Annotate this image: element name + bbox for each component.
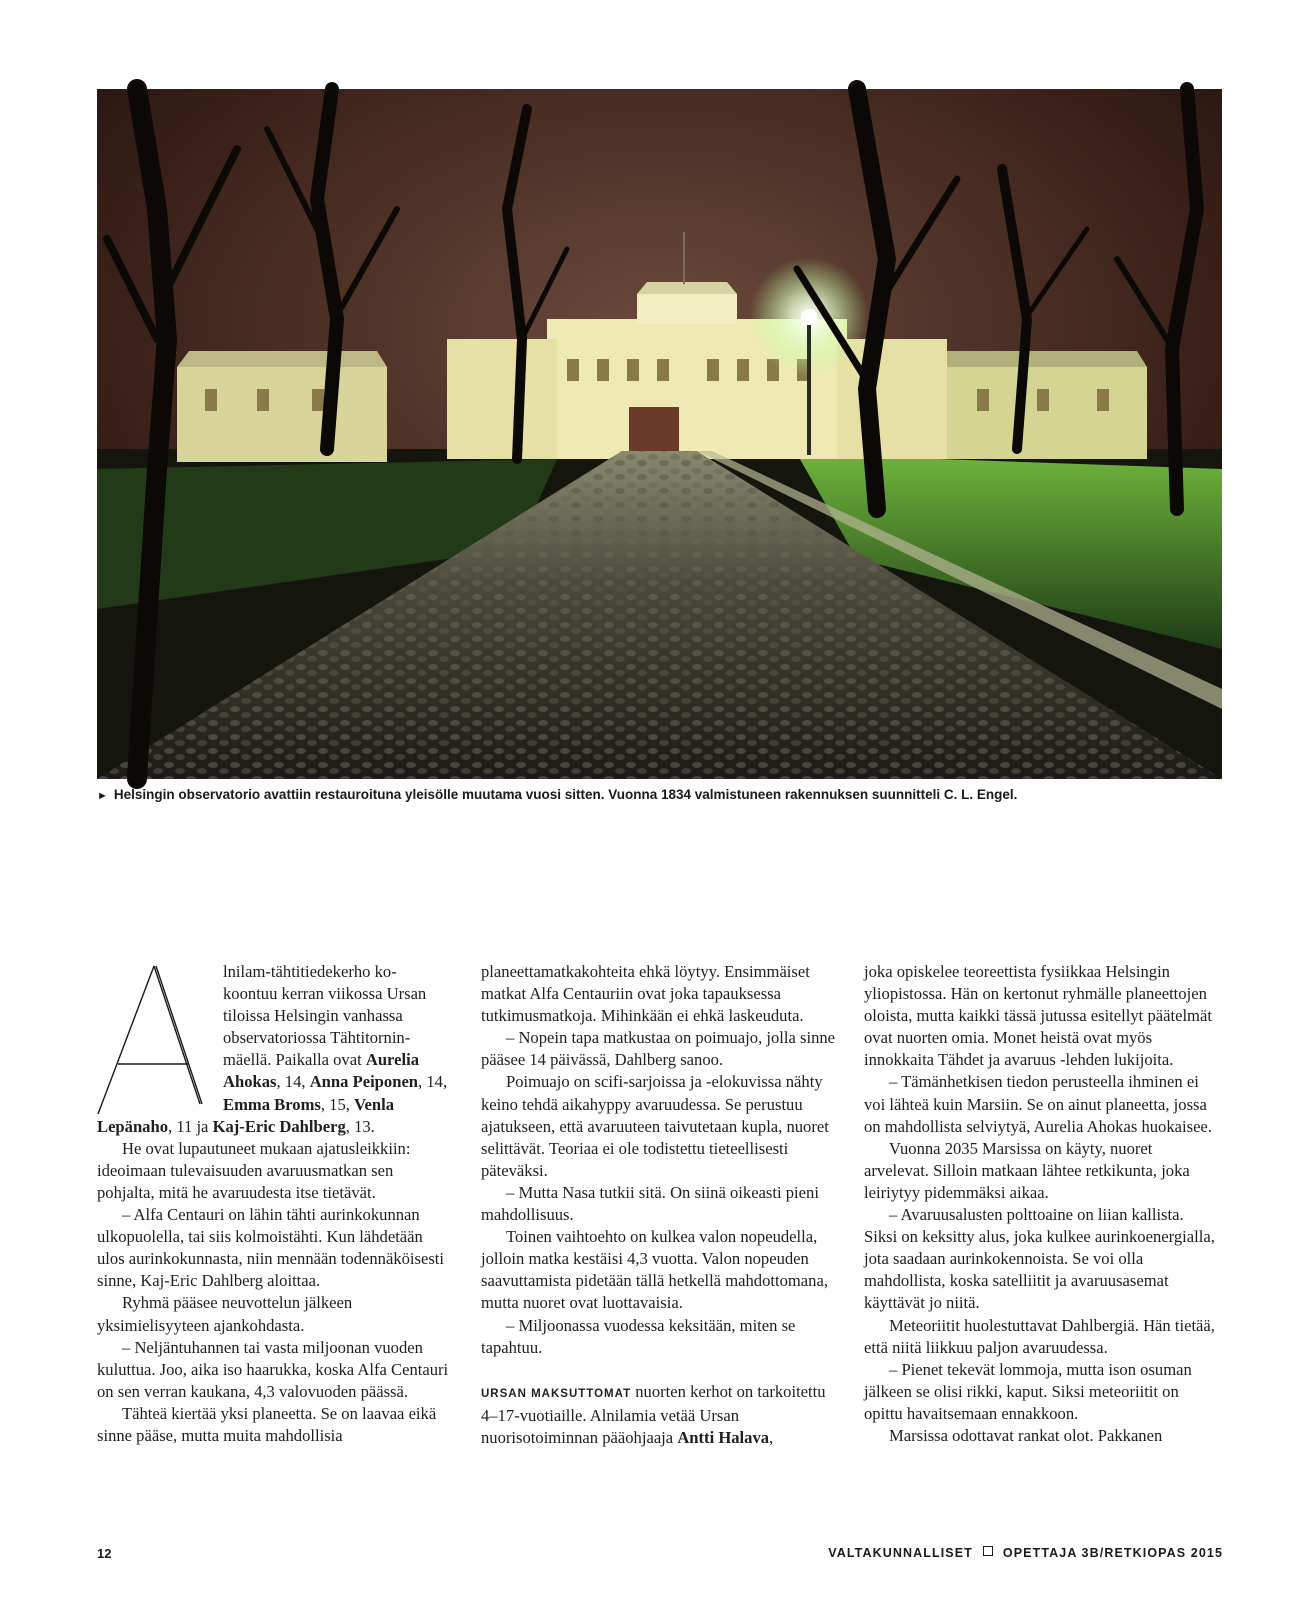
paragraph: – Tämänhetkisen tiedon perusteella ihminen ei voi lähteä kuin Marsiin. Se on ainut planeetta, jossa on mahdollista selviytyä, Aurelia Ahokas huokaisee.: [864, 1072, 1212, 1136]
lead-text: , 13.: [345, 1116, 375, 1136]
paragraph: Meteoriitit huolestuttavat Dahlbergiä. Hän tietää, että niitä liikkuu paljon avaruudessa.: [864, 1315, 1215, 1357]
publication-right: OPETTAJA 3B/RETKIOPAS 2015: [1002, 1546, 1223, 1560]
name-anna-peiponen: Anna Peiponen: [309, 1072, 419, 1092]
paragraph: Marsissa odottavat rankat olot. Pakkanen: [889, 1425, 1163, 1445]
lead-paragraph: [97, 961, 452, 1116]
name-aurelia: Aurelia: [365, 1050, 420, 1070]
info-label: URSAN MAKSUTTOMAT: [481, 1387, 632, 1400]
paragraph: – Neljäntuhannen tai vasta miljoonan vuoden kuluttua. Joo, aika iso haarukka, koska Alfa Centauri on sen verran kaukana, 4,3 valovuoden päässä.: [97, 1337, 449, 1401]
paragraph: – Nopein tapa matkustaa on poimuajo, jolla sinne pääsee 14 päivässä, Dahlberg sanoo.: [481, 1028, 836, 1070]
paragraph: – Miljoonassa vuodessa keksitään, miten se tapahtuu.: [481, 1315, 796, 1357]
caption-arrow-icon: ►: [97, 790, 108, 802]
dropcap-glyph: A: [96, 951, 108, 968]
lead-text: lnilam-tähtitiedekerho ko-: [223, 962, 397, 981]
lead-text: tiloissa Helsingin vanhassa: [223, 1006, 403, 1026]
observatory-illustration: [97, 89, 1222, 779]
lead-text: ,: [418, 1072, 423, 1092]
lead-text: mäellä. Paikalla ovat: [223, 1050, 366, 1070]
paragraph: Poimuajo on scifi-sarjoissa ja -elokuvissa nähty keino tehdä aikahyppy avaruudessa. Se perustuu ajatukseen, että avaruuteen taivutetaan kupla, nuoret selittävät. Teoriaa ei ole todistettu tieteellisesti päteväksi.: [481, 1072, 829, 1180]
name-kaj-eric-dahlberg: Kaj-Eric Dahlberg: [212, 1116, 346, 1136]
lead-text: observatoriossa Tähtitornin-: [223, 1028, 411, 1048]
lead-text: , 15,: [320, 1094, 355, 1114]
paragraph: Toinen vaihtoehto on kulkea valon nopeudella, jolloin matka kestäisi 4,3 vuotta. Valon nopeuden saavuttamista pidetään tällä hetkellä mahdottomana, mutta nuoret ovat luottavaisia.: [481, 1227, 828, 1313]
lead-text: , 14,: [276, 1072, 310, 1092]
name-ahokas: Ahokas: [223, 1072, 277, 1092]
info-text-end: ,: [769, 1427, 774, 1447]
article-column-1: [97, 961, 452, 1447]
name-lepanaho: Lepänaho: [97, 1116, 169, 1136]
article-column-2: [481, 961, 836, 1449]
photo-caption: [97, 787, 1222, 802]
name-antti-halava: Antti Halava: [677, 1427, 770, 1447]
square-separator-icon: [983, 1546, 993, 1556]
lead-paragraph-end: [97, 1116, 452, 1138]
page-number: 12: [97, 1546, 112, 1561]
paragraph: – Mutta Nasa tutkii sitä. On siinä oikeasti pieni mahdollisuus.: [481, 1182, 819, 1225]
observatory-photo: [97, 89, 1222, 779]
article-column-3: [864, 961, 1219, 1447]
info-paragraph: [481, 1381, 836, 1449]
info-text: nuorten kerhot on tarkoitettu 4–17-vuotiaille. Alnilamia vetää Ursan nuorisotoiminnan pääohjaaja: [481, 1381, 826, 1447]
lead-text: , 11 ja: [168, 1116, 213, 1136]
paragraph: Tähteä kiertää yksi planeetta. Se on laavaa eikä sinne pääse, mutta muita mahdollisia: [97, 1403, 437, 1445]
spacer: [481, 1359, 836, 1381]
paragraph: – Avaruusalusten polttoaine on liian kallista. Siksi on keksitty alus, joka kulkee aurinkoenergialla, jota saadaan aurinkokennoista. Se voi olla mahdollista, koska satelliitit ja avaruusasemat käyttävät jo niitä.: [864, 1205, 1215, 1313]
paragraph: joka opiskelee teoreettista fysiikkaa Helsingin yliopistossa. Hän on kertonut ryhmälle planeettojen oloista, mutta kaikki tässä jutussa esitellyt päätelmät ovat nuorten omia. Monet heistä ovat myös innokkaita Tähdet ja avaruus -lehden lukijoita.: [864, 962, 1212, 1070]
paragraph: He ovat lupautuneet mukaan ajatusleikkiin: ideoimaan tulevaisuuden avaruusmatkan sen pohjalta, mitä he avaruudesta itse tietävät.: [97, 1138, 411, 1202]
name-venla: Venla: [354, 1094, 395, 1114]
paragraph: – Pienet tekevät lommoja, mutta ison osuman jälkeen se olisi rikki, kaput. Siksi meteoriitit on opittu havaitsemaan ennakkoon.: [864, 1359, 1192, 1423]
paragraph: planeettamatkakohteita ehkä löytyy. Ensimmäiset matkat Alfa Centauriin ovat joka tapauksessa tutkimusmatkoja. Mihinkään ei ehkä laskeuduta.: [481, 962, 810, 1026]
paragraph: Vuonna 2035 Marsissa on käyty, nuoret arvelevat. Silloin matkaan lähtee retkikunta, joka leiriytyy pidemmäksi aikaa.: [864, 1138, 1190, 1202]
name-emma-broms: Emma Broms: [223, 1094, 321, 1114]
publication-footer: [828, 1546, 1223, 1560]
publication-left: VALTAKUNNALLISET: [828, 1546, 973, 1560]
lead-text: koontuu kerran viikossa Ursan: [223, 984, 427, 1004]
caption-text: Helsingin observatorio avattiin restauroituna yleisölle muutama vuosi sitten. Vuonna 1834 valmistuneen rakennuksen suunnitteli C. L. Engel.: [113, 787, 1018, 802]
paragraph: – Alfa Centauri on lähin tähti aurinkokunnan ulkopuolella, tai siis kolmoistähti. Kun lähdetään ulos aurinkokunnasta, niin mennään todennäköisesti sinne, Kaj-Eric Dahlberg aloittaa.: [97, 1205, 445, 1291]
lead-text: 14,: [426, 1072, 448, 1092]
paragraph: Ryhmä pääsee neuvottelun jälkeen yksimielisyyteen ajankohdasta.: [97, 1293, 353, 1335]
